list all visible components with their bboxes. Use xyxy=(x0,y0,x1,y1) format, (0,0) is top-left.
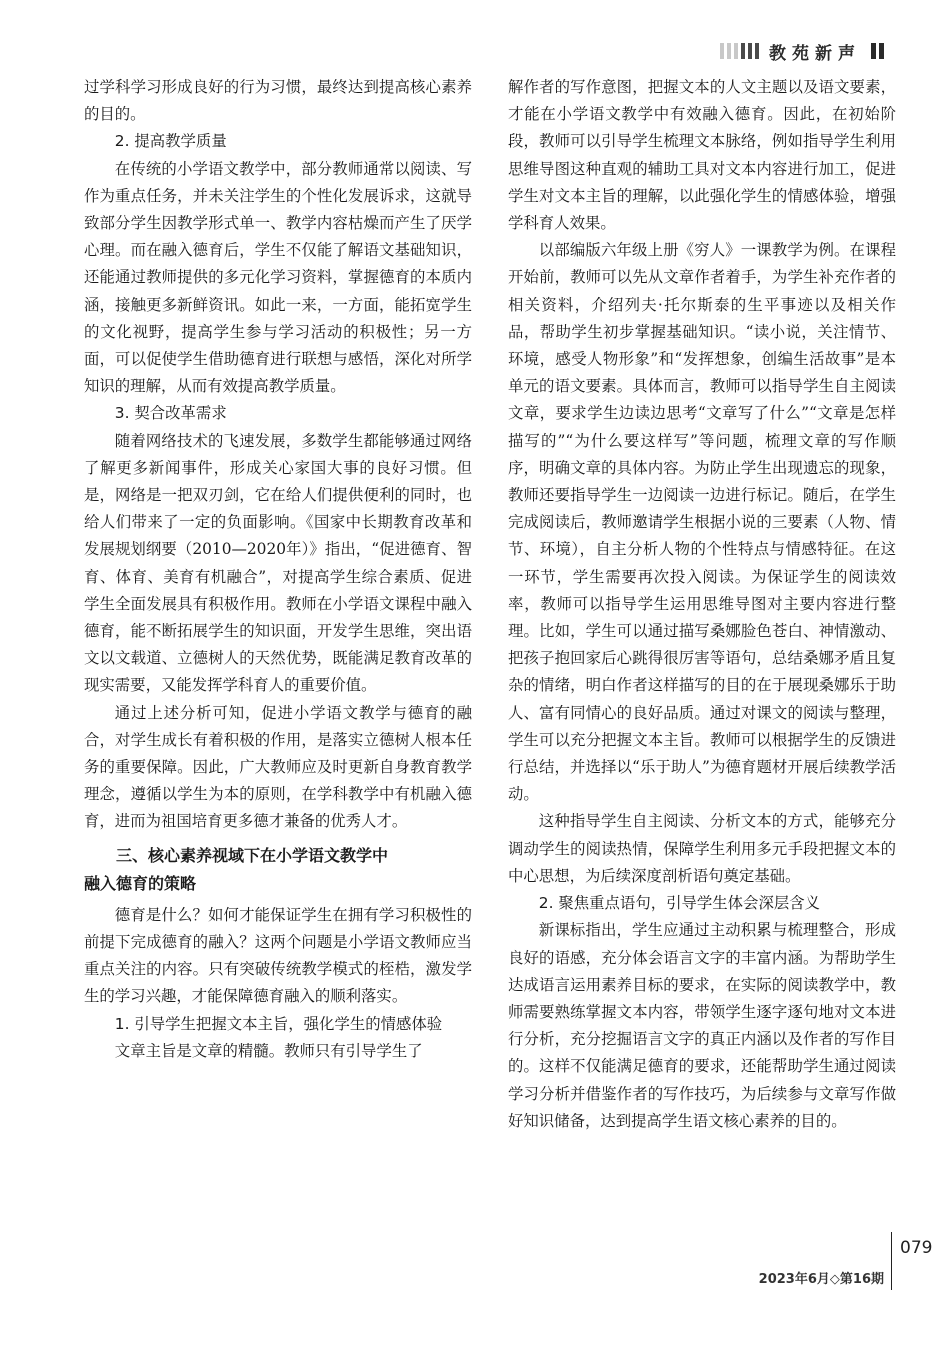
paragraph: 随着网络技术的飞速发展，多数学生都能够通过网络了解更多新闻事件，形成关心家国大事的良好习惯。但是，网络是一把双刃剑，它在给人们提供便利的同时，也给人们带来了一定的负面影响。《国家中长期教育改革和发展规划纲要（2010—2020年）》指出，“促进德育、智育、体育、美育有机融合”，对提高学生综合素质、促进学生全面发展具有积极作用。教师在小学语文课程中融入德育，能不断拓展学生的知识面，开发学生思维，突出语文以文载道、立德树人的天然优势，既能满足教育改革的现实需要，又能发挥学科育人的重要价值。 xyxy=(84,431,472,695)
paragraph: 通过上述分析可知，促进小学语文教学与德育的融合，对学生成长有着积极的作用，是落实立德树人根本任务的重要保障。因此，广大教师应及时更新自身教育教学理念，遵循以学生为本的原则，在学科教学中有机融入德育，进而为祖国培育更多德才兼备的优秀人才。 xyxy=(84,703,472,831)
paragraph: 过学科学习形成良好的行为习惯，最终达到提高核心素养的目的。 xyxy=(84,78,472,124)
header-end-bars xyxy=(871,43,884,59)
paragraph: 德育是什么？如何才能保证学生在拥有学习积极性的前提下完成德育的融入？这两个问题是小学语文教师应当重点关注的内容。只有突破传统教学模式的桎梏，激发学生的学习兴趣，才能保障德育融入的顺利落实。 xyxy=(84,905,472,1006)
left-column xyxy=(84,74,472,1065)
paragraph: 文章主旨是文章的精髓。教师只有引导学生了 xyxy=(114,1041,423,1060)
running-header xyxy=(720,38,884,64)
header-decoration-bars xyxy=(720,43,759,59)
paragraph: 以部编版六年级上册《穷人》一课教学为例。在课程开始前，教师可以先从文章作者着手，为学生补充作者的相关资料，介绍列夫·托尔斯泰的生平事迹以及相关作品，帮助学生初步掌握基础知识。“读小说，关注情节、环境，感受人物形象”和“发挥想象，创编生活故事”是本单元的语文要素。具体而言，教师可以指导学生自主阅读文章，要求学生边读边思考“文章写了什么”“文章是怎样描写的”“为什么要这样写”等问题，梳理文章的写作顺序，明确文章的具体内容。为防止学生出现遗忘的现象，教师还要指导学生一边阅读一边进行标记。随后，在学生完成阅读后，教师邀请学生根据小说的三要素（人物、情节、环境），自主分析人物的个性特点与情感特征。在这一环节，学生需要再次投入阅读。为保证学生的阅读效率，教师可以指导学生运用思维导图对主要内容进行整理。比如，学生可以通过描写桑娜脸色苍白、神情激动、把孩子抱回家后心跳得很厉害等语句，总结桑娜矛盾且复杂的情绪，明白作者这样描写的目的在于展现桑娜乐于助人、富有同情心的良好品质。通过对课文的阅读与整理，学生可以充分把握文本主旨。教师可以根据学生的反馈进行总结，并选择以“乐于助人”为德育题材开展后续教学活动。 xyxy=(508,241,896,804)
section-heading-line-1: 三、核心素养视域下在小学语文教学中 xyxy=(116,845,389,865)
page-number-divider xyxy=(891,1232,892,1290)
section-heading-line-2: 融入德育的策略 xyxy=(84,873,197,893)
journal-section-title: 教苑新声 xyxy=(769,43,861,64)
right-column xyxy=(508,74,896,1135)
section-heading-strategies xyxy=(84,842,472,898)
paragraph: 这种指导学生自主阅读、分析文本的方式，能够充分调动学生的阅读热情，保障学生利用多元手段把握文本的中心思想，为后续深度剖析语句奠定基础。 xyxy=(508,812,896,885)
subheading-improve-quality: 2. 提高教学质量 xyxy=(114,132,227,151)
subheading-key-sentences: 2. 聚焦重点语句，引导学生体会深层含义 xyxy=(538,894,821,913)
paragraph: 在传统的小学语文教学中，部分教师通常以阅读、写作为重点任务，并未关注学生的个性化发展诉求，这就导致部分学生因教学形式单一、教学内容枯燥而产生了厌学心理。而在融入德育后，学生不仅能了解语文基础知识，还能通过教师提供的多元化学习资料，掌握德育的本质内涵，接触更多新鲜资讯。如此一来，一方面，能拓宽学生的文化视野，提高学生参与学习活动的积极性；另一方面，可以促使学生借助德育进行联想与感悟，深化对所学知识的理解，从而有效提高教学质量。 xyxy=(84,159,472,396)
page-number: 079 xyxy=(900,1238,933,1258)
issue-label: 2023年6月◇第16期 xyxy=(758,1272,884,1287)
subheading-text-theme: 1. 引导学生把握文本主旨，强化学生的情感体验 xyxy=(114,1014,443,1033)
subheading-reform-needs: 3. 契合改革需求 xyxy=(114,404,227,423)
paragraph: 解作者的写作意图，把握文本的人文主题以及语文要素，才能在小学语文教学中有效融入德育。因此，在初始阶段，教师可以引导学生梳理文本脉络，例如指导学生利用思维导图这种直观的辅助工具对文本内容进行加工，促进学生对文本主旨的理解，以此强化学生的情感体验，增强学科育人效果。 xyxy=(508,78,896,233)
paragraph: 新课标指出，学生应通过主动积累与梳理整合，形成良好的语感，充分体会语言文字的丰富内涵。为帮助学生达成语言运用素养目标的要求，在实际的阅读教学中，教师需要熟练掌握文本内容，带领学生逐字逐句地对文本进行分析，充分挖掘语言文字的真正内涵以及作者的写作目的。这样不仅能满足德育的要求，还能帮助学生通过阅读学习分析并借鉴作者的写作技巧，为后续参与文章写作做好知识储备，达到提高学生语文核心素养的目的。 xyxy=(508,921,896,1130)
